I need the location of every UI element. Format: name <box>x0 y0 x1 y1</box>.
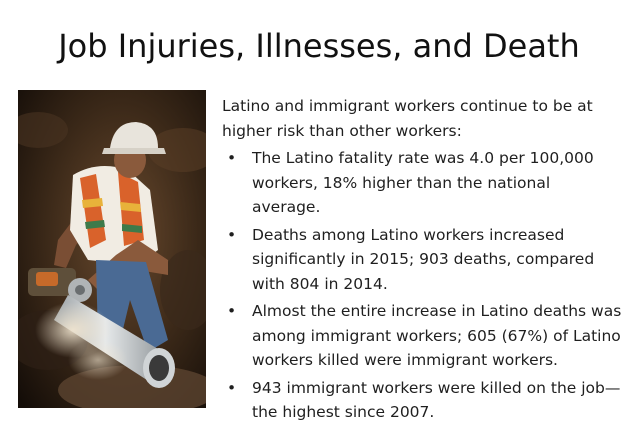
bullet-text: Almost the entire increase in Latino deaths was among immigrant workers; 605 (67%) of Latino workers killed were immigrant workers. <box>252 302 622 369</box>
bullet-icon: • <box>227 302 237 320</box>
bullet-list <box>222 146 622 425</box>
intro-text: Latino and immigrant workers continue to be at higher risk than other workers: <box>222 97 593 140</box>
bullet-text: The Latino fatality rate was 4.0 per 100,000 workers, 18% higher than the national average. <box>252 149 594 216</box>
bullet-item <box>222 299 622 373</box>
bullet-text: 943 immigrant workers were killed on the job—the highest since 2007. <box>252 378 621 421</box>
bullet-item <box>222 146 622 220</box>
bullet-icon: • <box>227 149 237 167</box>
bullet-icon: • <box>227 378 237 397</box>
bullet-text: Deaths among Latino workers increased significantly in 2015; 903 deaths, compared with 804 in 2014. <box>252 225 595 293</box>
construction-worker-photo <box>18 90 206 408</box>
slide-body <box>222 94 622 425</box>
bullet-item <box>222 223 622 297</box>
bullet-item <box>222 376 622 425</box>
slide-title: Job Injuries, Illnesses, and Death <box>58 27 580 65</box>
bullet-icon: • <box>227 225 237 244</box>
